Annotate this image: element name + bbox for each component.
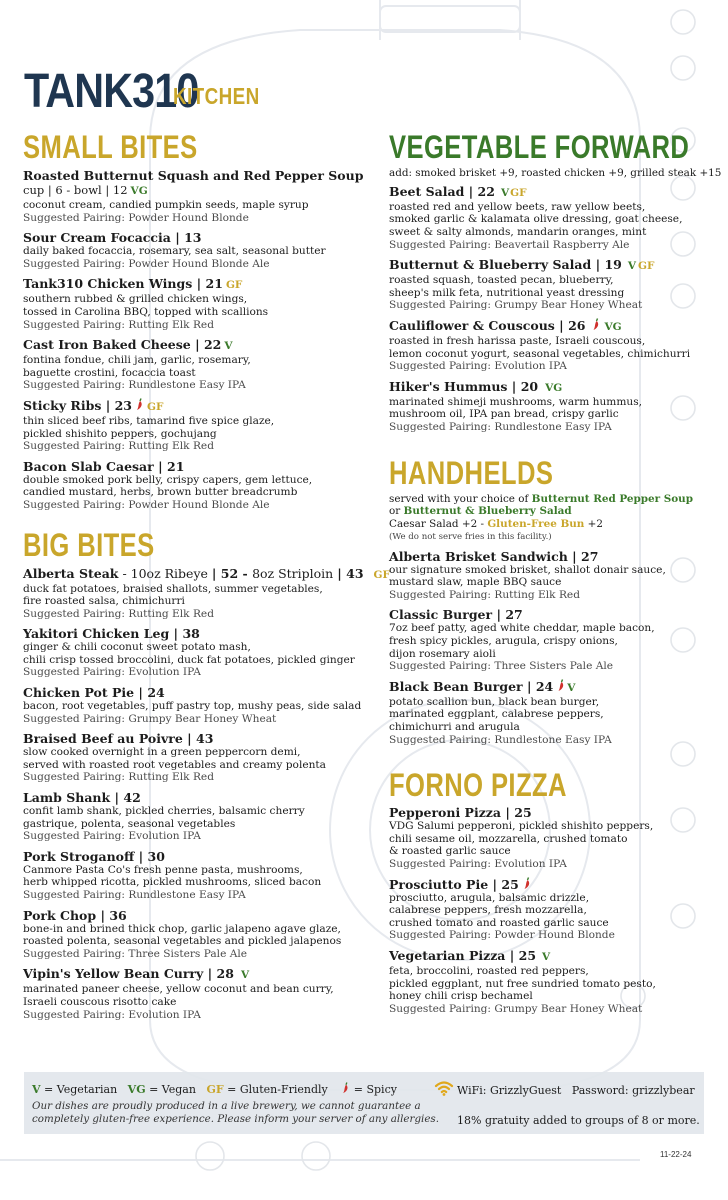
item-pairing: Suggested Pairing: Rundlestone Easy IPA [389, 733, 612, 746]
item-name-text: Sticky Ribs | 23 [23, 397, 132, 413]
menu-item [23, 966, 368, 1021]
item-description: ginger & chili coconut sweet potato mash, [23, 641, 251, 654]
item-description: fontina fondue, chili jam, garlic, rosemary, [23, 354, 251, 367]
menu-item [389, 607, 728, 672]
item-description: slow cooked overnight in a green peppercorn demi, [23, 746, 301, 759]
wifi-info [434, 1080, 695, 1097]
item-pairing: Suggested Pairing: Grumpy Bear Honey Wheat [389, 299, 643, 312]
allergy-disclaimer [32, 1100, 439, 1125]
menu-item [23, 908, 368, 961]
item-name: Pepperoni Pizza | 25 [389, 805, 532, 821]
item-description: marinated paneer cheese, yellow coconut and bean curry, [23, 983, 334, 996]
item-description: roasted squash, toasted pecan, blueberry, [389, 274, 614, 287]
item-name-text: Vipin's Yellow Bean Curry | 28 [23, 966, 234, 982]
item-description: dijon rosemary aioli [389, 647, 496, 660]
chili-icon [591, 318, 601, 331]
chili-icon [522, 877, 532, 890]
vegetarian-tag: V [500, 186, 510, 199]
item-description: roasted red and yellow beets, raw yellow beets, [389, 200, 646, 213]
item-description: bone-in and brined thick chop, garlic jalapeno agave glaze, [23, 922, 341, 935]
item-name [23, 398, 368, 415]
item-description: coconut cream, candied pumpkin seeds, maple syrup [23, 199, 309, 211]
disclaimer-line: Our dishes are proudly produced in a live brewery, we cannot guarantee a [32, 1100, 421, 1112]
menu-item [389, 318, 728, 373]
menu-item [389, 948, 728, 1015]
section-title-big-bites: BIG BITES [23, 526, 155, 563]
item-description: duck fat potatoes, braised shallots, summer vegetables, [23, 582, 323, 595]
item-pairing: Suggested Pairing: Powder Hound Blonde [23, 211, 249, 224]
dietary-legend [32, 1082, 397, 1096]
menu-item [389, 379, 728, 434]
item-description: double smoked pork belly, crispy capers, gem lettuce, [23, 473, 313, 486]
item-name: Pork Stroganoff | 30 [23, 848, 165, 864]
section-title-handhelds: HANDHELDS [389, 454, 554, 491]
handhelds-note-fries: (We do not serve fries in this facility.) [389, 531, 552, 542]
item-pairing: Suggested Pairing: Rutting Elk Red [23, 607, 214, 620]
item-description: crushed tomato and roasted garlic sauce [389, 916, 609, 929]
item-pairing: Suggested Pairing: Rundlestone Easy IPA [389, 420, 612, 433]
item-description: southern rubbed & grilled chicken wings, [23, 293, 248, 306]
item-name-text: Black Bean Burger | 24 [389, 678, 554, 694]
item-description: roasted polenta, seasonal vegetables and pickled jalapenos [23, 935, 342, 948]
section-title-small-bites: SMALL BITES [23, 129, 198, 165]
item-pairing: Suggested Pairing: Rutting Elk Red [23, 318, 214, 331]
disclaimer-line: completely gluten-free experience. Please inform your server of any allergies. [32, 1112, 439, 1125]
item-description: Israeli couscous risotto cake [23, 995, 177, 1008]
item-description: VDG Salumi pepperoni, pickled shishito peppers, [389, 820, 654, 833]
menu-item [23, 168, 368, 224]
item-description: candied mustard, herbs, brown butter breadcrumb [23, 486, 298, 499]
note-salad: Butternut & Blueberry Salad [403, 505, 572, 518]
item-pairing: Suggested Pairing: Powder Hound Blonde Ale [23, 498, 270, 511]
menu-item [23, 337, 368, 392]
right-column [389, 128, 728, 1015]
item-description: baguette crostini, focaccia toast [23, 366, 196, 379]
item-name [389, 184, 728, 201]
note-text: or [389, 505, 404, 518]
item-description: sweet & salty almonds, mandarin oranges, mint [389, 225, 647, 238]
item-name: Chicken Pot Pie | 24 [23, 685, 165, 701]
item-price-line [23, 183, 368, 199]
item-description: chili crisp tossed broccolini, duck fat potatoes, pickled ginger [23, 653, 355, 666]
item-description: confit lamb shank, pickled cherries, balsamic cherry [23, 805, 305, 818]
wifi-password: Password: grizzlybear [571, 1084, 695, 1097]
item-pairing: Suggested Pairing: Three Sisters Pale Ale [23, 947, 248, 960]
item-name [389, 877, 728, 892]
item-description: mushroom oil, IPA pan bread, crispy garlic [389, 408, 619, 421]
item-pairing: Suggested Pairing: Grumpy Bear Honey Wheat [23, 712, 277, 725]
chili-icon [556, 679, 566, 692]
item-name [389, 679, 728, 696]
item-description: smoked garlic & kalamata olive dressing, goat cheese, [389, 213, 683, 226]
item-pairing: Suggested Pairing: Evolution IPA [389, 858, 567, 871]
item-description: fire roasted salsa, chimichurri [23, 595, 185, 608]
menu-item [23, 459, 368, 512]
item-name [389, 318, 728, 335]
gratuity-note: 18% gratuity added to groups of 8 or more. [457, 1114, 700, 1127]
item-description: mustard slaw, maple BBQ sauce [389, 576, 562, 589]
item-name: Bacon Slab Caesar | 21 [23, 458, 185, 474]
legend-key: VG [127, 1083, 146, 1096]
menu-item [23, 626, 368, 679]
item-description: lemon coconut yogurt, seasonal vegetables, chimichurri [389, 347, 691, 360]
item-pairing: Suggested Pairing: Rutting Elk Red [389, 588, 580, 601]
item-pairing: Suggested Pairing: Grumpy Bear Honey Wheat [389, 1002, 643, 1015]
note-text: +2 [584, 518, 603, 531]
item-name: Braised Beef au Poivre | 43 [23, 731, 214, 747]
vegetarian-tag: V [567, 681, 576, 694]
legend-label: = Gluten-Friendly [223, 1083, 328, 1096]
menu-item [23, 849, 368, 902]
item-name [389, 948, 728, 965]
chili-icon [135, 398, 144, 411]
item-description: marinated eggplant, calabrese peppers, [389, 708, 604, 721]
item-pairing: Suggested Pairing: Rundlestone Easy IPA [23, 889, 246, 901]
item-description: honey chili crisp bechamel [389, 990, 533, 1003]
item-description: prosciutto, arugula, balsamic drizzle, [389, 891, 590, 904]
item-name [389, 257, 728, 274]
item-name: Lamb Shank | 42 [23, 790, 141, 806]
menu-item [389, 805, 728, 870]
item-price: cup | 6 - bowl | 12 [23, 183, 128, 197]
item-description: sheep's milk feta, nutritional yeast dressing [389, 286, 625, 299]
item-name: Pork Chop | 36 [23, 907, 127, 923]
menu-item [389, 257, 728, 312]
legend-label: = Vegan [145, 1083, 196, 1096]
item-name-text: Cast Iron Baked Cheese | 22 [23, 337, 222, 353]
item-name-part: Alberta Steak [23, 565, 119, 581]
item-description: our signature smoked brisket, shallot donair sauce, [389, 563, 666, 576]
menu-item [23, 230, 368, 270]
item-description: roasted in fresh harissa paste, Israeli couscous, [389, 334, 646, 347]
item-description: daily baked focaccia, rosemary, sea salt, seasonal butter [23, 245, 326, 258]
chili-icon [341, 1082, 350, 1094]
note-gf-bun: Gluten-Free Bun [487, 518, 585, 531]
item-name-text: Tank310 Chicken Wings | 21 [23, 276, 223, 292]
legend-box [24, 1072, 704, 1134]
item-name [23, 337, 368, 354]
menu-item [23, 685, 368, 725]
item-description: & roasted garlic sauce [389, 845, 511, 858]
legend-key: GF [206, 1083, 224, 1096]
item-pairing: Suggested Pairing: Powder Hound Blonde [389, 929, 615, 942]
item-description: tossed in Carolina BBQ, topped with scallions [23, 305, 269, 318]
item-name-text: Prosciutto Pie | 25 [389, 876, 519, 892]
item-description: feta, broccolini, roasted red peppers, [389, 964, 589, 977]
left-column [23, 128, 390, 1021]
vegetarian-tag: V [627, 260, 637, 273]
menu-item [23, 565, 390, 621]
vegetarian-tag: V [224, 340, 233, 353]
section-title-vegetable-forward: VEGETABLE FORWARD [389, 129, 690, 165]
date-code: 11-22-24 [660, 1150, 692, 1159]
item-name [389, 379, 728, 396]
item-pairing: Suggested Pairing: Evolution IPA [23, 666, 201, 679]
menu-item [389, 184, 728, 251]
menu-item [23, 276, 368, 331]
item-pairing: Suggested Pairing: Three Sisters Pale Ale [389, 660, 614, 673]
item-pairing: Suggested Pairing: Rutting Elk Red [23, 440, 214, 453]
item-description: marinated shimeji mushrooms, warm hummus, [389, 395, 643, 408]
item-name-part: 8oz Striploin [252, 565, 338, 581]
item-description: pickled shishito peppers, gochujang [23, 427, 217, 440]
vegetarian-tag: V [240, 969, 250, 982]
item-name: Classic Burger | 27 [389, 607, 523, 623]
gluten-friendly-tag: GF [225, 279, 243, 292]
item-name-text: Cauliflower & Couscous | 26 [389, 317, 586, 333]
item-name-text: Hiker's Hummus | 20 [389, 378, 539, 394]
item-description: potato scallion bun, black bean burger, [389, 695, 600, 708]
handhelds-note-3 [389, 518, 728, 531]
gluten-friendly-tag: GF [147, 400, 164, 413]
handhelds-note-1 [389, 493, 728, 506]
note-soup: Butternut Red Pepper Soup [531, 492, 693, 505]
item-name-text: Vegetarian Pizza | 25 [389, 947, 537, 963]
item-description: 7oz beef patty, aged white cheddar, maple bacon, [389, 622, 655, 635]
vegetarian-tag: V [542, 950, 551, 963]
item-name [23, 276, 368, 293]
item-name: Sour Cream Focaccia | 13 [23, 230, 202, 246]
wifi-network: WiFi: GrizzlyGuest [457, 1084, 562, 1097]
section-title-forno-pizza: FORNO PIZZA [389, 767, 567, 804]
vegan-tag: VG [130, 185, 148, 197]
item-description: thin sliced beef ribs, tamarind five spice glaze, [23, 414, 275, 427]
item-pairing: Suggested Pairing: Evolution IPA [23, 1008, 201, 1021]
menu-item [23, 790, 368, 843]
menu-item [389, 549, 728, 602]
menu-item [389, 877, 728, 942]
handhelds-note-2 [389, 505, 728, 518]
item-name [23, 966, 368, 983]
item-name-text: Beet Salad | 22 [389, 183, 495, 199]
add-protein-note: add: smoked brisket +9, roasted chicken +9, grilled steak +15 [389, 167, 722, 179]
vegan-tag: VG [545, 381, 563, 394]
item-name-part: - 10oz Ribeye [118, 565, 212, 581]
menu-item [23, 398, 368, 453]
note-text: served with your choice of [389, 492, 532, 505]
item-name-text: Butternut & Blueberry Salad | 19 [389, 257, 622, 273]
legend-label: = Vegetarian [40, 1083, 118, 1096]
logo-sub-text: KITCHEN [173, 83, 260, 109]
gluten-friendly-tag: GF [510, 186, 527, 199]
item-description: herb whipped ricotta, pickled mushrooms, sliced bacon [23, 876, 322, 889]
item-description: served with roasted root vegetables and creamy polenta [23, 758, 326, 771]
item-pairing: Suggested Pairing: Rundlestone Easy IPA [23, 379, 246, 392]
item-pairing: Suggested Pairing: Powder Hound Blonde Ale [23, 257, 270, 270]
item-pairing: Suggested Pairing: Beavertail Raspberry Ale [389, 238, 630, 251]
note-text: Caesar Salad +2 - [389, 518, 488, 531]
item-name: Yakitori Chicken Leg | 38 [23, 626, 200, 642]
item-description: calabrese peppers, fresh mozzarella, [389, 904, 587, 917]
item-name [23, 565, 390, 583]
menu-item [23, 731, 368, 784]
logo-main-text: TANK310 [24, 65, 199, 118]
wifi-icon [434, 1080, 454, 1096]
item-description: gastrique, polenta, seasonal vegetables [23, 817, 236, 830]
vegan-tag: VG [604, 320, 622, 333]
item-description: chimichurri and arugula [389, 721, 520, 734]
item-name-part: | 43 [337, 565, 364, 581]
item-description: fresh spicy pickles, arugula, crispy onions, [389, 635, 618, 648]
item-name: Alberta Brisket Sandwich | 27 [389, 548, 599, 564]
item-name-part: | 52 - [211, 565, 253, 581]
gluten-friendly-tag: GF [373, 568, 390, 581]
item-description: pickled eggplant, nut free sundried tomato pesto, [389, 977, 656, 990]
item-pairing: Suggested Pairing: Evolution IPA [389, 360, 567, 373]
item-description: bacon, root vegetables, puff pastry top, mushy peas, side salad [23, 700, 362, 713]
item-name: Roasted Butternut Squash and Red Pepper Soup [23, 168, 364, 183]
menu-item [389, 679, 728, 746]
item-pairing: Suggested Pairing: Evolution IPA [23, 830, 201, 843]
gluten-friendly-tag: GF [638, 260, 655, 273]
item-description: Canmore Pasta Co's fresh penne pasta, mushrooms, [23, 863, 303, 876]
item-description: chili sesame oil, mozzarella, crushed tomato [389, 832, 628, 845]
legend-label: = Spicy [350, 1083, 397, 1096]
legend-key: V [32, 1083, 41, 1096]
item-pairing: Suggested Pairing: Rutting Elk Red [23, 771, 214, 784]
